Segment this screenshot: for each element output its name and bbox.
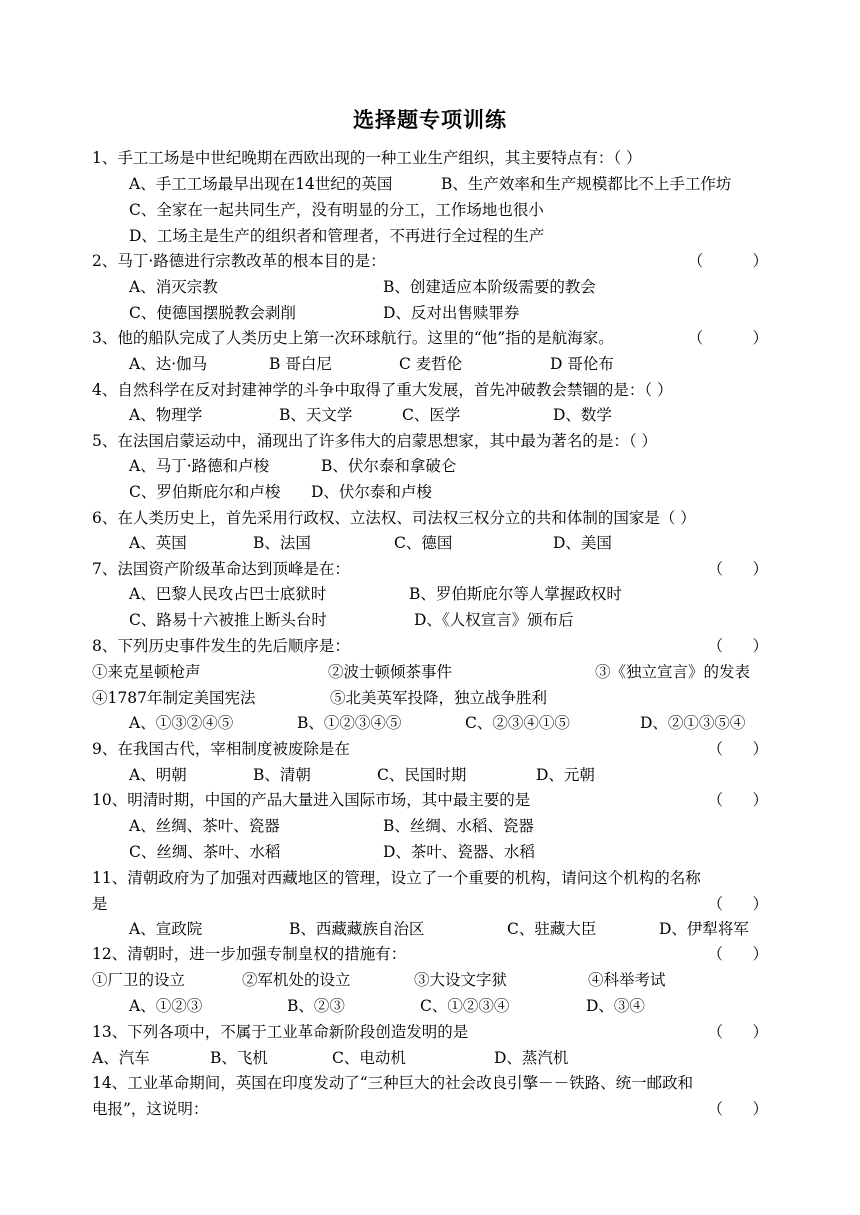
question-2-options-row-2 [129,300,768,326]
question-12-item-1: ①厂卫的设立 [92,971,186,989]
question-8-item-2: ②波士顿倾茶事件 [328,663,453,681]
question-10-option-c: C、丝绸、茶叶、水稻 [129,843,281,861]
question-6-options [129,530,768,556]
question-8-answer-blank: （ ） [707,637,768,655]
question-8-item-1: ①来克星顿枪声 [92,663,201,681]
question-2-stem: 2、马丁·路德进行宗教改革的根本目的是： [92,252,386,270]
question-7-option-c: C、路易十六被推上断头台时 [129,611,327,629]
question-10-answer-blank: （ ） [707,791,768,809]
question-8-option-b: B、①②③④⑤ [297,714,402,732]
question-6-stem: 6、在人类历史上，首先采用行政权、立法权、司法权三权分立的共和体制的国家是（ ） [92,509,696,527]
question-13-stem: 13、下列各项中，不属于工业革命新阶段创造发明的是 [92,1023,469,1041]
question-13-answer-blank: （ ） [707,1023,768,1041]
question-6-option-d: D、美国 [553,534,612,552]
question-4-options [129,402,768,428]
question-13-option-d: D、蒸汽机 [494,1049,569,1067]
question-14-stem-continued: 电报”，这说明： [92,1100,209,1118]
question-1-option-a: A、手工工场最早出现在14世纪的英国 [129,175,393,193]
question-7-row [92,556,768,582]
question-10-options-row-2 [129,839,768,865]
question-12-option-c: C、①②③④ [420,997,510,1015]
question-9-stem: 9、在我国古代，宰相制度被废除是在 [92,740,350,758]
question-7-option-a: A、巴黎人民攻占巴士底狱时 [129,585,327,603]
question-5-stem: 5、在法国启蒙运动中，涌现出了许多伟大的启蒙思想家，其中最为著名的是：（ ） [92,432,658,450]
question-8-item-4: ④1787年制定美国宪法 [92,689,256,707]
question-2-option-c: C、使德国摆脱教会剥削 [129,304,296,322]
question-9-answer-blank: （ ） [707,740,768,758]
question-4-option-d: D、数学 [553,406,612,424]
question-11-stem: 11、清朝政府为了加强对西藏地区的管理，设立了一个重要的机构，请问这个机构的名称 [92,869,701,887]
question-12-option-a: A、①②③ [129,997,203,1015]
question-4-option-b: B、天文学 [279,406,353,424]
question-11-answer-blank: （ ） [707,895,768,913]
question-8-item-5: ⑤北美英军投降，独立战争胜利 [330,689,548,707]
question-9-option-a: A、明朝 [129,766,187,784]
question-8-row [92,633,768,659]
question-11-stem-continued: 是 [92,895,108,913]
question-6-option-c: C、德国 [394,534,453,552]
question-11-option-d: D、伊犁将军 [659,920,749,938]
question-9-option-c: C、民国时期 [377,766,467,784]
question-10-option-b: B、丝绸、水稻、瓷器 [383,817,534,835]
question-5-option-a: A、马丁·路德和卢梭 [129,457,270,475]
question-7-stem: 7、法国资产阶级革命达到顶峰是在： [92,560,350,578]
question-5-options-row-1 [129,453,768,479]
question-12-item-2: ②军机处的设立 [242,971,351,989]
question-4-option-a: A、物理学 [129,406,203,424]
question-11-option-a: A、宣政院 [129,920,203,938]
question-4-stem: 4、自然科学在反对封建神学的斗争中取得了重大发展，首先冲破教会禁锢的是：（ ） [92,381,673,399]
question-8-stem: 8、下列历史事件发生的先后顺序是： [92,637,350,655]
question-11-option-c: C、驻藏大臣 [507,920,597,938]
question-2-option-a: A、消灭宗教 [129,278,218,296]
question-13-option-c: C、电动机 [332,1049,406,1067]
question-3-option-a: A、达·伽马 [129,355,208,373]
question-5-option-d: D、伏尔泰和卢梭 [311,483,432,501]
question-8-option-d: D、②①③⑤④ [640,714,746,732]
question-11-row-2 [92,891,768,917]
question-8-item-3: ③《独立宣言》的发表 [595,663,751,681]
question-12-item-3: ③大设文字狱 [414,971,508,989]
question-9-options [129,762,768,788]
question-13-options [92,1045,768,1071]
question-6-option-b: B、法国 [253,534,311,552]
question-7-options-row-2 [129,607,768,633]
question-9-option-b: B、清朝 [253,766,311,784]
question-2-options-row-1 [129,274,768,300]
question-3-options [129,351,768,377]
question-1-option-c: C、全家在一起共同生产，没有明显的分工，工作场地也很小 [129,201,544,219]
question-3-row [92,325,768,351]
question-2-answer-blank: （ ） [687,252,768,270]
question-10-option-d: D、茶叶、瓷器、水稻 [383,843,535,861]
question-6-option-a: A、英国 [129,534,187,552]
question-1-options-row-1 [129,171,768,197]
question-14-answer-blank: （ ） [707,1100,768,1118]
question-2-option-b: B、创建适应本阶级需要的教会 [383,278,596,296]
question-5-options-row-2 [129,479,768,505]
question-7-option-d: D、《人权宣言》颁布后 [414,611,574,629]
question-14-row-2 [92,1096,768,1122]
question-8-option-c: C、②③④①⑤ [465,714,570,732]
page-title: 选择题专项训练 [353,107,507,132]
question-5-option-c: C、罗伯斯庇尔和卢梭 [129,483,281,501]
question-12-option-d: D、③④ [586,997,645,1015]
question-12-option-b: B、②③ [287,997,345,1015]
question-10-options-row-1 [129,813,768,839]
question-1-option-d: D、工场主是生产的组织者和管理者，不再进行全过程的生产 [129,227,545,245]
question-1-stem: 1、手工工场是中世纪晚期在西欧出现的一种工业生产组织，其主要特点有：（ ） [92,149,642,167]
question-8-items-row-2 [92,685,768,711]
question-7-options-row-1 [129,581,768,607]
question-11-options [129,916,768,942]
question-11-option-b: B、西藏藏族自治区 [289,920,425,938]
question-8-option-a: A、①③②④⑤ [129,714,234,732]
question-2-option-d: D、反对出售赎罪券 [383,304,520,322]
question-3-option-d: D 哥伦布 [550,355,614,373]
question-12-answer-blank: （ ） [707,945,768,963]
question-13-option-b: B、飞机 [210,1049,268,1067]
question-12-options [129,993,768,1019]
question-10-option-a: A、丝绸、茶叶、瓷器 [129,817,280,835]
question-2-row [92,248,768,274]
question-13-row [92,1019,768,1045]
question-8-options [129,710,768,736]
question-3-stem: 3、他的船队完成了人类历史上第一次环球航行。这里的“他”指的是航海家。 [92,329,614,347]
question-3-option-c: C 麦哲伦 [399,355,463,373]
question-12-stem: 12、清朝时，进一步加强专制皇权的措施有： [92,945,407,963]
question-7-answer-blank: （ ） [707,560,768,578]
question-1-option-b: B、生产效率和生产规模都比不上手工作坊 [441,175,732,193]
question-12-items [92,967,768,993]
question-10-row [92,787,768,813]
question-4-option-c: C、医学 [402,406,461,424]
question-9-option-d: D、元朝 [536,766,595,784]
question-8-items-row-1 [92,659,768,685]
question-14-stem: 14、工业革命期间，英国在印度发动了“三种巨大的社会改良引擎－－铁路、统一邮政和 [92,1074,694,1092]
question-12-item-4: ④科举考试 [588,971,666,989]
question-12-row [92,941,768,967]
question-3-option-b: B 哥白尼 [269,355,332,373]
question-5-option-b: B、伏尔泰和拿破仑 [321,457,457,475]
question-3-answer-blank: （ ） [687,329,768,347]
question-13-option-a: A、汽车 [92,1049,150,1067]
question-7-option-b: B、罗伯斯庇尔等人掌握政权时 [409,585,622,603]
question-10-stem: 10、明清时期，中国的产品大量进入国际市场，其中最主要的是 [92,791,531,809]
question-9-row [92,736,768,762]
